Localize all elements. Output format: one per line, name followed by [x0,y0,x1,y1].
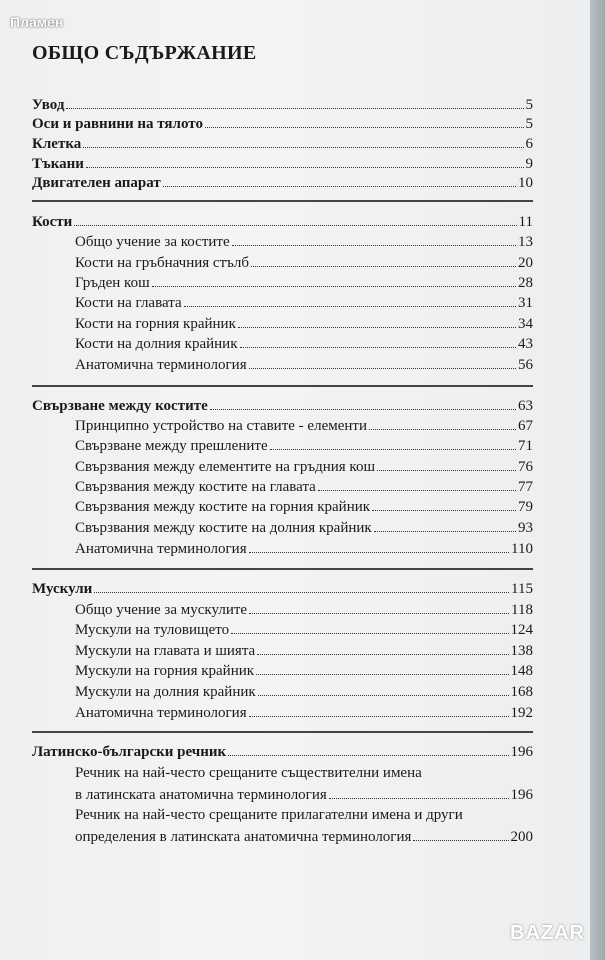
entry-label: Оси и равнини на тялото [32,116,203,132]
item-label: Свързвания между костите на горния крайник [75,499,371,515]
section-page: 11 [518,214,533,230]
toc-item [75,600,533,619]
item-label: Мускули на главата и шията [75,643,256,659]
item-page: 43 [518,336,533,352]
leader-dots [270,436,516,450]
item-page: 76 [518,459,533,475]
item-label: в латинската анатомична терминология [75,787,327,803]
item-page: 118 [511,602,533,618]
item-page: 79 [518,499,533,515]
leader-dots [163,173,516,187]
entry-label: Клетка [32,136,82,152]
entry-page: 5 [525,116,533,132]
section-page: 115 [511,581,533,597]
toc-item [75,314,533,333]
section-divider [32,731,533,733]
toc-entry-axes [32,114,533,133]
item-label: Общо учение за костите [75,234,230,250]
item-page: 28 [518,275,533,291]
item-page: 13 [518,234,533,250]
leader-dots [318,477,516,491]
item-page: 124 [510,622,533,638]
leader-dots [251,253,516,267]
item-label: Мускули на туловището [75,622,230,638]
entry-label: Тъкани [32,156,84,172]
entry-label: Двигателен апарат [32,175,161,191]
item-label: Анатомична терминология [75,357,247,373]
item-page: 196 [510,787,533,803]
leader-dots [329,785,509,799]
page-title: ОБЩО СЪДЪРЖАНИЕ [32,42,257,64]
toc-entry-tissues [32,154,533,173]
toc-item [75,416,533,435]
item-label: Общо учение за мускулите [75,602,248,618]
section-page: 196 [510,744,533,760]
leader-dots [377,457,516,471]
leader-dots [249,600,509,614]
leader-dots [228,742,508,756]
item-label: Принципно устройство на ставите - елементи [75,418,367,434]
toc-section-bones [32,212,533,231]
entry-page: 6 [525,136,533,152]
leader-dots [83,134,523,148]
item-page: 93 [518,520,533,536]
section-divider [32,385,533,387]
leader-dots [184,293,516,307]
toc-item [75,497,533,516]
toc-item [75,293,533,312]
leader-dots [369,416,516,430]
toc-item [75,355,533,374]
toc-item [75,785,533,804]
toc-item [75,273,533,292]
leader-dots [240,334,517,348]
leader-dots [249,355,516,369]
item-label: Свързвания между елементите на гръдния кош [75,459,375,475]
item-page: 71 [518,438,533,454]
leader-dots [231,620,508,634]
item-page: 77 [518,479,533,495]
item-page: 56 [518,357,533,373]
toc-section-dictionary [32,742,533,761]
item-page: 168 [510,684,533,700]
section-label: Мускули [32,581,93,597]
item-page: 138 [510,643,533,659]
toc-item [75,661,533,680]
toc-item [75,232,533,251]
item-page: 31 [518,295,533,311]
leader-dots [232,232,516,246]
toc-item [75,620,533,639]
leader-dots [94,579,509,593]
item-page: 34 [518,316,533,332]
toc-entry-intro [32,95,533,114]
entry-page: 10 [518,175,533,191]
section-page: 63 [518,398,533,414]
page-edge [590,0,605,960]
toc-item [75,477,533,496]
item-label: Свързване между прешлените [75,438,268,454]
leader-dots [238,314,516,328]
toc-section-muscles [32,579,533,598]
leader-dots [86,154,524,168]
section-label: Кости [32,214,73,230]
section-divider [32,200,533,202]
entry-page: 5 [525,97,533,113]
toc-item [75,334,533,353]
item-page: 192 [510,705,533,721]
item-label: Кости на горния крайник [75,316,236,332]
leader-dots [249,703,509,717]
leader-dots [74,212,516,226]
seller-stamp: Пламен [10,14,64,30]
toc-item [75,457,533,476]
dictionary-adj-line1: Речник на най-често срещаните прилагателни имена и други [75,807,463,823]
toc-item [75,641,533,660]
toc-item [75,253,533,272]
entry-page: 9 [525,156,533,172]
toc-item [75,682,533,701]
item-page: 110 [511,541,533,557]
toc-entry-locomotor [32,173,533,192]
item-label: Мускули на долния крайник [75,684,256,700]
leader-dots [258,682,509,696]
item-label: Гръден кош [75,275,150,291]
leader-dots [205,114,524,128]
item-label: Кости на главата [75,295,182,311]
item-page: 67 [518,418,533,434]
item-label: Кости на долния крайник [75,336,238,352]
item-label: Анатомична терминология [75,541,247,557]
section-label: Латинско-български речник [32,744,227,760]
leader-dots [256,661,508,675]
entry-label: Увод [32,97,65,113]
item-label: Кости на гръбначния стълб [75,255,250,271]
leader-dots [413,827,508,841]
item-page: 20 [518,255,533,271]
section-label: Свързване между костите [32,398,208,414]
toc-item [75,518,533,537]
toc-item [75,436,533,455]
watermark-logo: BAZAR [510,922,585,944]
item-label: Мускули на горния крайник [75,663,255,679]
dictionary-nouns-line1: Речник на най-често срещаните съществителни имена [75,765,422,781]
toc-item [75,539,533,558]
item-label: Свързвания между костите на долния крайник [75,520,372,536]
leader-dots [249,539,509,553]
toc-item [75,703,533,722]
toc-section-joints [32,396,533,415]
section-divider [32,568,533,570]
toc-item [75,827,533,846]
item-label: Свързвания между костите на главата [75,479,316,495]
leader-dots [210,396,516,410]
leader-dots [152,273,516,287]
toc-entry-cell [32,134,533,153]
item-page: 148 [510,663,533,679]
item-label: Анатомична терминология [75,705,247,721]
leader-dots [66,95,523,109]
leader-dots [257,641,508,655]
leader-dots [374,518,516,532]
item-label: определения в латинската анатомична терминология [75,829,412,845]
leader-dots [372,497,516,511]
item-page: 200 [510,829,533,845]
